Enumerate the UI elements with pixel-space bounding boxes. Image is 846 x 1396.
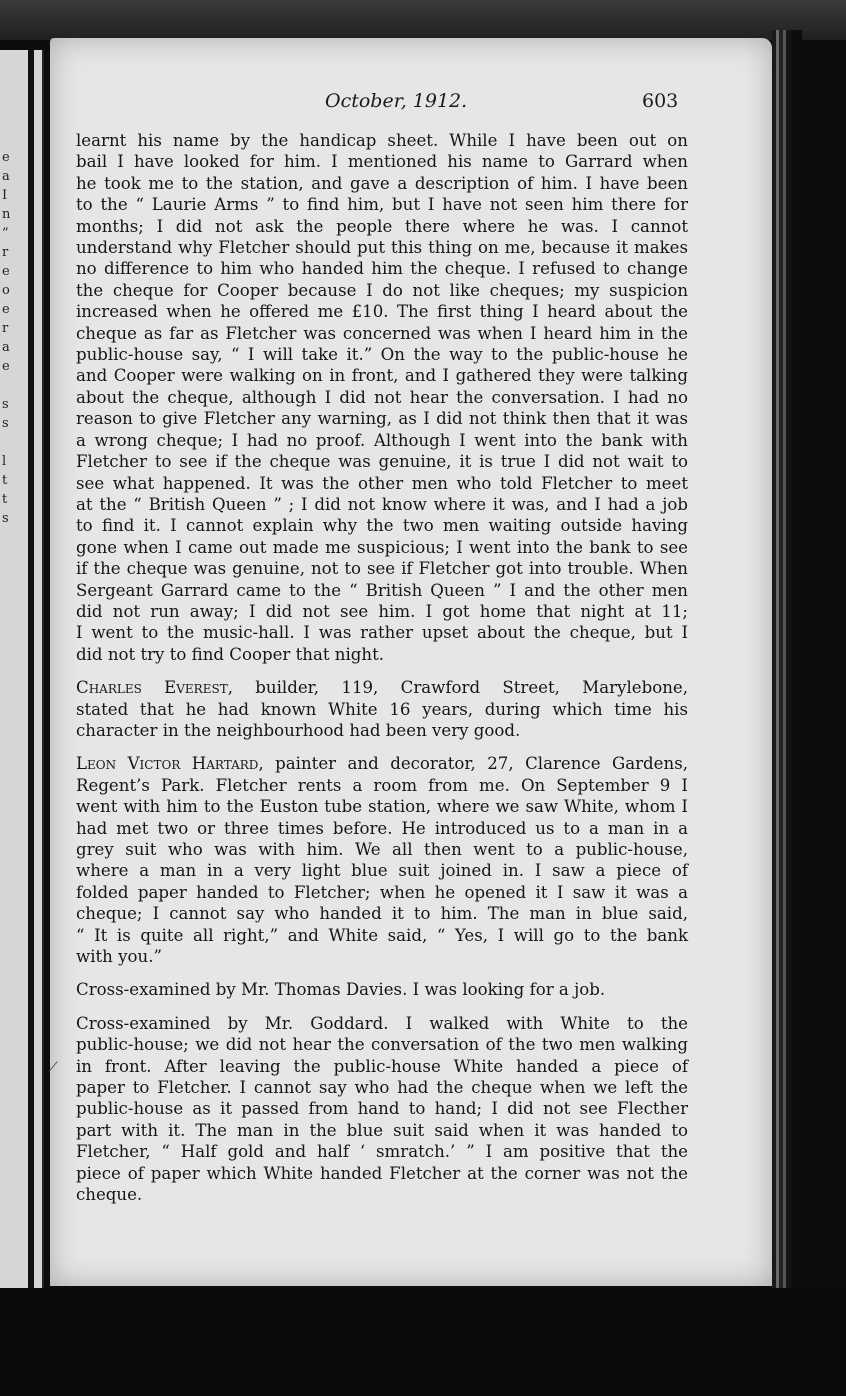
text-line: a wrong cheque; I had no proof. Although I went into the bank with — [76, 430, 688, 450]
text-line: the cheque for Cooper because I do not like cheques; my suspicion — [76, 280, 688, 300]
witness-name: Leon Victor Hartard — [76, 754, 259, 774]
text-line: gone when I came out made me suspicious; I went into the bank to see — [76, 537, 688, 557]
left-page-letter: t — [2, 473, 8, 488]
left-page-letter: e — [2, 150, 10, 165]
left-page-edge — [0, 50, 44, 1290]
text-line: part with it. The man in the blue suit said when it was handed to — [76, 1120, 688, 1140]
text-line: to the “ Laurie Arms ” to find him, but I have not seen him there for — [76, 195, 688, 215]
page-header — [50, 90, 772, 114]
line-text: , painter and decorator, 27, Clarence Gardens, — [258, 754, 688, 774]
line-text: , builder, 119, Crawford Street, Marylebone, — [227, 678, 688, 698]
left-page-letter: e — [2, 302, 10, 317]
text-line: in front. After leaving the public-house White handed a piece of — [76, 1056, 688, 1076]
text-line: reason to give Fletcher any warning, as I did not think then that it was — [76, 409, 688, 429]
left-page-letter: r — [2, 245, 9, 260]
text-line: had met two or three times before. He introduced us to a man in a — [76, 818, 688, 838]
left-page-letter: o — [2, 283, 10, 298]
text-line: increased when he offered me £10. The first thing I heard about the — [76, 302, 688, 322]
text-line: public-house; we did not hear the conversation of the two men walking — [76, 1035, 688, 1055]
text-line: if the cheque was genuine, not to see if Fletcher got into trouble. When — [76, 559, 688, 579]
left-page-letter: e — [2, 359, 10, 374]
book-top-edge — [0, 0, 846, 40]
text-line: Cross-examined by Mr. Goddard. I walked with White to the — [76, 1013, 688, 1033]
text-line: no difference to him who handed him the cheque. I refused to change — [76, 259, 688, 279]
text-line: Sergeant Garrard came to the “ British Queen ” I and the other men — [76, 580, 688, 600]
paragraph — [76, 677, 688, 741]
paragraph — [76, 130, 688, 665]
paragraph — [76, 753, 688, 967]
text-line: did not run away; I did not see him. I got home that night at 11; — [76, 601, 688, 621]
text-line: at the “ British Queen ” ; I did not know where it was, and I had a job — [76, 494, 688, 514]
text-line: Regent’s Park. Fletcher rents a room from me. On September 9 I — [76, 775, 688, 795]
text-line: Fletcher, “ Half gold and half ‘ smratch.’ ” I am positive that the — [76, 1142, 688, 1162]
page-number: 603 — [642, 90, 679, 112]
text-line: Cross-examined by Mr. Thomas Davies. I was looking for a job. — [76, 980, 606, 1000]
text-line: public-house as it passed from hand to hand; I did not see Flecther — [76, 1099, 688, 1119]
paragraph — [76, 979, 688, 1000]
left-page-letter: s — [2, 416, 9, 431]
text-line: folded paper handed to Fletcher; when he opened it I saw it was a — [76, 882, 688, 902]
text-line: cheque; I cannot say who handed it to him. The man in blue said, — [76, 904, 688, 924]
left-page-letter: t — [2, 492, 8, 507]
left-page-letter: e — [2, 264, 10, 279]
left-page-letter: a — [2, 169, 10, 184]
text-line: cheque as far as Fletcher was concerned was when I heard him in the — [76, 323, 688, 343]
left-page-letter — [2, 435, 16, 454]
text-line: paper to Fletcher. I cannot say who had the cheque when we left the — [76, 1078, 688, 1098]
text-line: months; I did not ask the people there where he was. I cannot — [76, 216, 688, 236]
left-page-letter: l — [2, 454, 7, 469]
book-bottom-shadow — [0, 1288, 846, 1396]
left-page-letter: n — [2, 207, 11, 222]
text-line: learnt his name by the handicap sheet. While I have been out on — [76, 131, 688, 150]
text-line: see what happened. It was the other men who told Fletcher to meet — [76, 473, 688, 493]
text-line: cheque. — [76, 1185, 143, 1205]
text-line: he took me to the station, and gave a description of him. I have been — [76, 173, 688, 193]
text-line: “ It is quite all right,” and White said, “ Yes, I will go to the bank — [76, 925, 688, 945]
text-line — [76, 677, 688, 698]
text-line: bail I have looked for him. I mentioned his name to Garrard when — [76, 152, 688, 172]
running-head: October, 1912. — [325, 90, 468, 112]
body-text — [76, 130, 688, 1206]
text-line: where a man in a very light blue suit joined in. I saw a piece of — [76, 861, 688, 881]
text-line — [76, 753, 688, 774]
text-line: Fletcher to see if the cheque was genuine, it is true I did not wait to — [76, 452, 688, 472]
text-line: went with him to the Euston tube station, where we saw White, whom I — [76, 797, 688, 817]
text-line: public-house say, “ I will take it.” On the way to the public-house he — [76, 345, 688, 365]
left-page-letter — [2, 378, 16, 397]
text-line: and Cooper were walking on in front, and I gathered they were talking — [76, 366, 688, 386]
gutter-shadow — [28, 50, 34, 1290]
left-page-letter: r — [2, 321, 9, 336]
left-page-letter: a — [2, 340, 10, 355]
paragraph — [76, 1013, 688, 1206]
text-line: did not try to find Cooper that night. — [76, 644, 385, 664]
text-line: with you.” — [76, 947, 162, 967]
witness-name: Charles Everest — [76, 678, 228, 698]
left-page-letter: s — [2, 397, 9, 412]
text-line: to find it. I cannot explain why the two men waiting outside having — [76, 516, 688, 536]
text-line: stated that he had known White 16 years, during which time his — [76, 699, 688, 719]
text-line: understand why Fletcher should put this thing on me, because it makes — [76, 238, 688, 258]
left-page-letter: ” — [2, 226, 9, 241]
left-page-letter: I — [2, 188, 8, 203]
text-line: grey suit who was with him. We all then went to a public-house, — [76, 840, 688, 859]
text-line: I went to the music-hall. I was rather upset about the cheque, but I — [76, 623, 688, 643]
text-line: piece of paper which White handed Fletcher at the corner was not the — [76, 1163, 688, 1183]
text-line: character in the neighbourhood had been very good. — [76, 720, 521, 740]
right-page-edges — [772, 30, 802, 1290]
left-page-letters — [2, 150, 16, 530]
text-line: about the cheque, although I did not hear the conversation. I had no — [76, 387, 688, 407]
left-page-letter: s — [2, 511, 9, 526]
pencil-mark-icon: ⟋ — [48, 1060, 58, 1076]
